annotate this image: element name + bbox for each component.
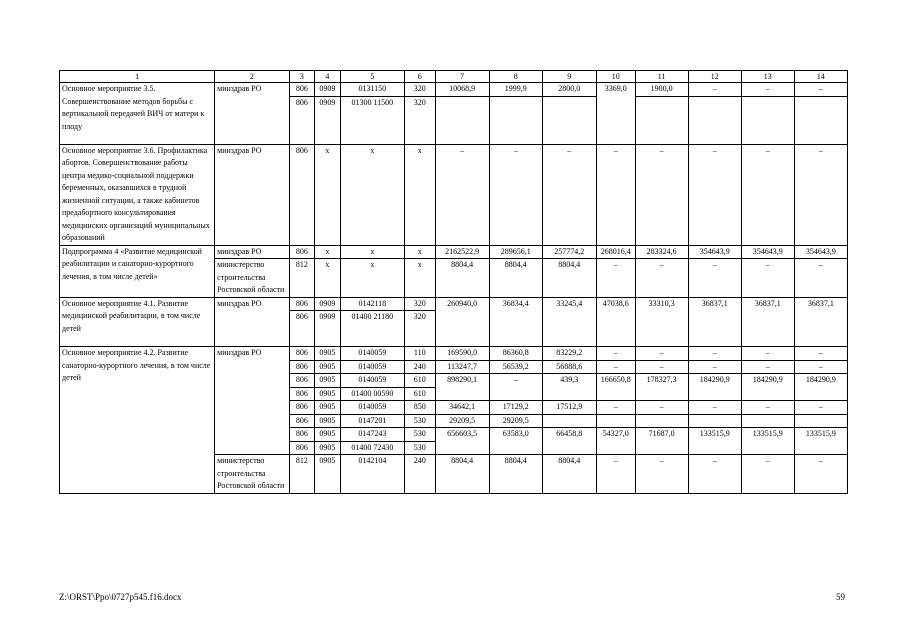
table-cell: 806 <box>289 387 315 401</box>
table-cell: 320 <box>404 311 435 347</box>
table-cell: 283324,6 <box>635 245 688 259</box>
table-cell: 812 <box>289 259 315 298</box>
table-cell: 01300 11500 <box>340 96 404 144</box>
table-cell: 2800,0 <box>542 83 596 97</box>
table-cell: 530 <box>404 428 435 442</box>
table-cell: 0905 <box>315 347 341 361</box>
table-cell: 260940,0 <box>435 297 489 347</box>
table-cell: 54327,0 <box>596 428 635 455</box>
table-cell: 63583,0 <box>489 428 542 455</box>
table-cell: х <box>404 144 435 245</box>
table-cell: – <box>596 144 635 245</box>
table-cell: 0140059 <box>340 360 404 374</box>
table-cell: 610 <box>404 387 435 401</box>
table-cell: 806 <box>289 441 315 455</box>
table-cell: 812 <box>289 455 315 494</box>
table-cell: – <box>635 144 688 245</box>
table-cell: 0905 <box>315 414 341 428</box>
table-cell: 33310,3 <box>635 297 688 347</box>
table-cell: 0905 <box>315 441 341 455</box>
table-cell: 806 <box>289 414 315 428</box>
table-cell: 0140059 <box>340 347 404 361</box>
table-cell: – <box>435 144 489 245</box>
table-cell: 320 <box>404 297 435 311</box>
table-cell: 110 <box>404 347 435 361</box>
table-row <box>60 83 848 97</box>
table-cell: 36837,1 <box>688 297 741 347</box>
table-cell: – <box>596 259 635 298</box>
executor: минздрав РО <box>215 297 290 347</box>
executor: министерство строительства Ростовской области <box>215 259 290 298</box>
table-cell: 354643,9 <box>741 245 794 259</box>
table-header-row <box>60 71 848 83</box>
table-cell: 530 <box>404 441 435 455</box>
table-cell <box>542 96 596 144</box>
activity-name: Подпрограмма 4 «Развитие медицинской реабилитации и санаторно-курортного лечения, в том числе детей» <box>60 245 215 297</box>
table-cell: – <box>635 360 688 374</box>
table-cell <box>635 96 688 144</box>
table-cell: 56888,6 <box>542 360 596 374</box>
table-cell: 10068,9 <box>435 83 489 97</box>
table-cell: х <box>340 259 404 298</box>
table-cell: – <box>635 347 688 361</box>
table-cell: 56539,2 <box>489 360 542 374</box>
table-cell: 8804,4 <box>542 259 596 298</box>
table-cell: 184290,9 <box>741 374 794 401</box>
table-cell: 0147201 <box>340 414 404 428</box>
table-cell: – <box>794 144 847 245</box>
activity-name: Основное мероприятие 4.1. Развитие медицинской реабилитации, в том числе детей <box>60 297 215 347</box>
table-cell: 8804,4 <box>542 455 596 494</box>
table-cell <box>688 96 741 144</box>
table-cell: – <box>688 144 741 245</box>
table-cell: 320 <box>404 96 435 144</box>
table-cell: 806 <box>289 374 315 388</box>
table-cell: 610 <box>404 374 435 388</box>
table-cell: – <box>596 455 635 494</box>
table-cell <box>596 414 635 428</box>
table-cell: 530 <box>404 414 435 428</box>
table-cell: – <box>688 347 741 361</box>
table-cell: – <box>688 401 741 415</box>
table-cell: 34642,1 <box>435 401 489 415</box>
table-cell: 806 <box>289 311 315 347</box>
activity-name: Основное мероприятие 3.6. Профилактика абортов. Совершенствование работы центра медико-социальной поддержки беременных, оказавшихся в трудной жизненной ситуации, а также кабинетов предабортного консультирования медицинских организаций муниципальных образований <box>60 144 215 245</box>
table-cell: 0147243 <box>340 428 404 442</box>
table-cell: 33245,4 <box>542 297 596 347</box>
table-cell: 01400 72430 <box>340 441 404 455</box>
table-cell: 66458,8 <box>542 428 596 455</box>
table-cell: 806 <box>289 144 315 245</box>
header-cell: 4 <box>315 71 341 83</box>
table-cell: – <box>741 259 794 298</box>
table-cell: – <box>794 401 847 415</box>
table-cell: х <box>404 245 435 259</box>
page-number: 59 <box>836 592 845 602</box>
table-cell: – <box>741 455 794 494</box>
table-cell: 257774,2 <box>542 245 596 259</box>
table-cell: – <box>741 144 794 245</box>
table-cell: – <box>688 455 741 494</box>
table-cell: 806 <box>289 245 315 259</box>
table-cell: 71687,0 <box>635 428 688 455</box>
table-cell: – <box>794 347 847 361</box>
executor: минздрав РО <box>215 83 290 145</box>
table-cell: – <box>635 401 688 415</box>
executor: минздрав РО <box>215 245 290 259</box>
table-cell: 354643,9 <box>688 245 741 259</box>
table-cell <box>794 414 847 428</box>
table-cell: 354643,9 <box>794 245 847 259</box>
table-cell: 0140059 <box>340 401 404 415</box>
table-cell: 133515,9 <box>741 428 794 455</box>
executor: министерство строительства Ростовской области <box>215 455 290 494</box>
table-cell: 0142104 <box>340 455 404 494</box>
header-cell: 7 <box>435 71 489 83</box>
table-cell: 47038,6 <box>596 297 635 347</box>
table-cell: 320 <box>404 83 435 97</box>
table-cell: 1900,0 <box>635 83 688 97</box>
table-cell: 806 <box>289 297 315 311</box>
executor: минздрав РО <box>215 347 290 455</box>
table-cell: 8804,4 <box>489 455 542 494</box>
table-cell: – <box>596 360 635 374</box>
table-cell: 0905 <box>315 374 341 388</box>
table-cell: 806 <box>289 83 315 97</box>
table-cell: 0905 <box>315 360 341 374</box>
table-cell: – <box>794 259 847 298</box>
file-path: Z:\ORST\Ppo\0727p545.f16.docx <box>59 592 182 602</box>
table-cell: 36834,4 <box>489 297 542 347</box>
table-cell <box>741 96 794 144</box>
table-cell: х <box>340 144 404 245</box>
table-cell: – <box>794 455 847 494</box>
table-cell: 898290,1 <box>435 374 489 401</box>
table-cell: х <box>404 259 435 298</box>
table-cell: х <box>315 144 341 245</box>
table-cell: 169590,0 <box>435 347 489 361</box>
activity-name: Основное мероприятие 3.5. Совершенствование методов борьбы с вертикальной передачей ВИЧ от матери к плоду <box>60 83 215 145</box>
header-cell: 9 <box>542 71 596 83</box>
table-cell: 01400 21180 <box>340 311 404 347</box>
header-cell: 14 <box>794 71 847 83</box>
table-cell: 0905 <box>315 387 341 401</box>
table-cell: х <box>340 245 404 259</box>
table-cell: 3369,0 <box>596 83 635 145</box>
table-cell <box>435 96 489 144</box>
table-cell: 36837,1 <box>794 297 847 347</box>
table-cell: – <box>794 83 847 97</box>
table-cell: 806 <box>289 360 315 374</box>
table-cell: 133515,9 <box>794 428 847 455</box>
table-cell: 166650,8 <box>596 374 635 401</box>
table-cell: 29209,5 <box>435 414 489 428</box>
table-cell: 17129,2 <box>489 401 542 415</box>
table-row <box>60 297 848 311</box>
table-row <box>60 347 848 361</box>
table-cell <box>489 96 542 144</box>
table-cell: 8804,4 <box>435 455 489 494</box>
table-cell: 0905 <box>315 401 341 415</box>
table-cell: – <box>741 360 794 374</box>
table-cell: 01400 00590 <box>340 387 404 401</box>
table-cell: 0131150 <box>340 83 404 97</box>
table-row <box>60 245 848 259</box>
header-cell: 12 <box>688 71 741 83</box>
table-cell: – <box>635 259 688 298</box>
header-cell: 1 <box>60 71 215 83</box>
table-cell: 806 <box>289 428 315 442</box>
table-cell: 0909 <box>315 83 341 97</box>
table-cell: 113247,7 <box>435 360 489 374</box>
table-cell: 8804,4 <box>435 259 489 298</box>
table-cell: 240 <box>404 360 435 374</box>
executor: минздрав РО <box>215 144 290 245</box>
table-cell: 178327,3 <box>635 374 688 401</box>
table-cell: 184290,9 <box>688 374 741 401</box>
header-cell: 3 <box>289 71 315 83</box>
table-cell: – <box>542 144 596 245</box>
table-cell: 0905 <box>315 455 341 494</box>
table-cell: 0909 <box>315 311 341 347</box>
table-cell: – <box>688 83 741 97</box>
table-cell: – <box>688 259 741 298</box>
table-cell: – <box>635 455 688 494</box>
table-cell: – <box>688 360 741 374</box>
table-cell: 1999,9 <box>489 83 542 97</box>
table-cell: х <box>315 259 341 298</box>
table-cell: – <box>596 347 635 361</box>
header-cell: 11 <box>635 71 688 83</box>
table-cell: 0905 <box>315 428 341 442</box>
table-cell: 0909 <box>315 96 341 144</box>
table-cell <box>542 414 596 428</box>
table-cell: 806 <box>289 401 315 415</box>
table-cell: – <box>489 144 542 245</box>
table-cell: 240 <box>404 455 435 494</box>
table-cell: 184290,9 <box>794 374 847 401</box>
table-cell: – <box>489 374 542 401</box>
table-cell: 656603,5 <box>435 428 489 455</box>
table-cell: 289656,1 <box>489 245 542 259</box>
header-cell: 8 <box>489 71 542 83</box>
header-cell: 13 <box>741 71 794 83</box>
table-cell: х <box>315 245 341 259</box>
table-cell <box>741 414 794 428</box>
table-cell: 83229,2 <box>542 347 596 361</box>
table-cell: 8804,4 <box>489 259 542 298</box>
header-cell: 2 <box>215 71 290 83</box>
table-cell: 133515,9 <box>688 428 741 455</box>
table-cell <box>635 414 688 428</box>
table-cell: 850 <box>404 401 435 415</box>
table-cell: 0140059 <box>340 374 404 388</box>
table-cell: – <box>741 347 794 361</box>
table-cell: – <box>794 360 847 374</box>
table-cell: – <box>741 401 794 415</box>
table-cell: 439,3 <box>542 374 596 401</box>
table-cell: 0142118 <box>340 297 404 311</box>
table-cell: 806 <box>289 96 315 144</box>
table-cell: 86360,8 <box>489 347 542 361</box>
header-cell: 6 <box>404 71 435 83</box>
table-cell: 268016,4 <box>596 245 635 259</box>
table-row <box>60 144 848 245</box>
activity-name: Основное мероприятие 4.2. Развитие санаторно-курортного лечения, в том числе детей <box>60 347 215 494</box>
table-cell <box>688 414 741 428</box>
table-cell: 2162522,9 <box>435 245 489 259</box>
table-cell: – <box>596 401 635 415</box>
table-cell: 29209,5 <box>489 414 542 428</box>
table-cell: 0909 <box>315 297 341 311</box>
table-cell: 17512,9 <box>542 401 596 415</box>
header-cell: 5 <box>340 71 404 83</box>
table-cell <box>794 96 847 144</box>
table-cell: 36837,1 <box>741 297 794 347</box>
table-cell: – <box>741 83 794 97</box>
budget-table <box>59 70 848 494</box>
header-cell: 10 <box>596 71 635 83</box>
table-cell: 806 <box>289 347 315 361</box>
